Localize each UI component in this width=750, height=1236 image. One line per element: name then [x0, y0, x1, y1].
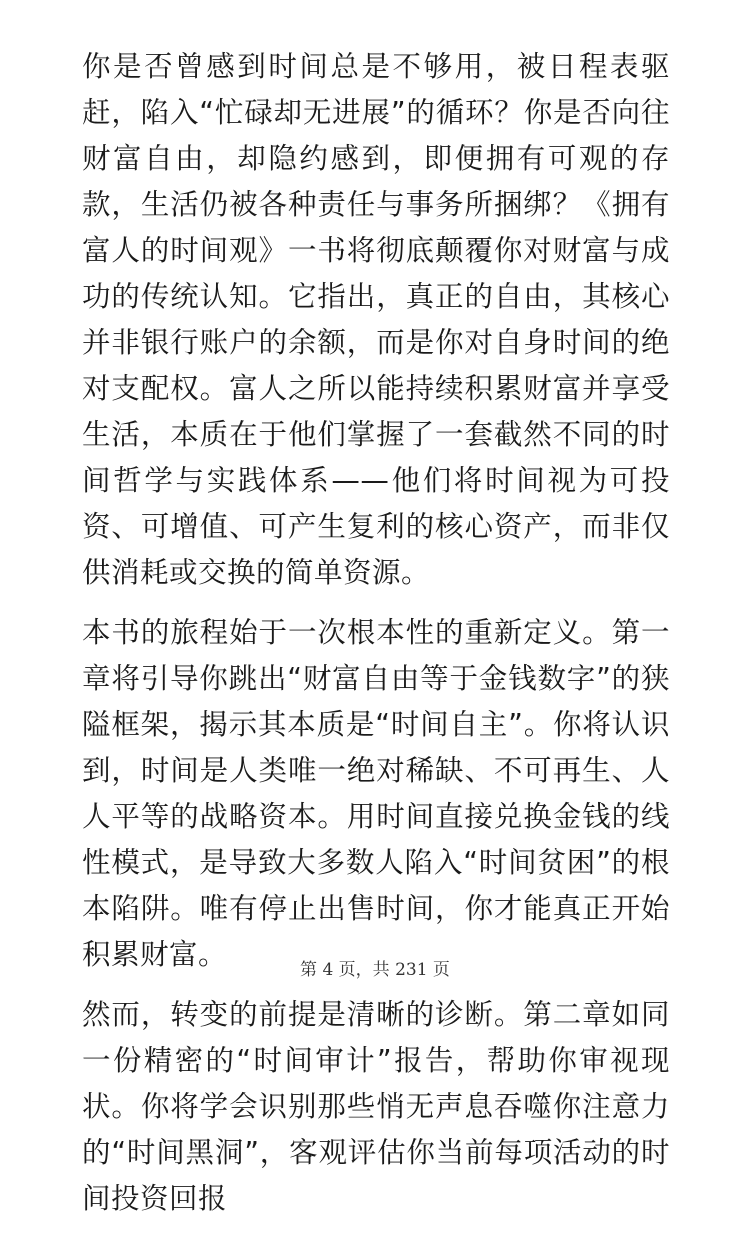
page-number-footer: 第 4 页，共 231 页 — [300, 960, 450, 980]
paragraph-chapter-two: 然而，转变的前提是清晰的诊断。第二章如同一份精密的“时间审计”报告，帮助你审视现状。你将学会识别那些悄无声息吞噬你注意力的“时间黑洞”，客观评估你当前每项活动的时间投资回报 — [82, 998, 670, 1215]
paragraph-intro: 你是否曾感到时间总是不够用，被日程表驱赶，陷入“忙碌却无进展”的循环？你是否向往财富自由，却隐约感到，即便拥有可观的存款，生活仍被各种责任与事务所捆绑？《拥有富人的时间观》一书将彻底颠覆你对财富与成功的传统认知。它指出，真正的自由，其核心并非银行账户的余额，而是你对自身时间的绝对支配权。富人之所以能持续积累财富并享受生活，本质在于他们掌握了一套截然不同的时间哲学与实践体系——他们将时间视为可投资、可增值、可产生复利的核心资产，而非仅供消耗或交换的简单资源。 — [82, 50, 670, 589]
document-page — [82, 44, 670, 1236]
paragraph-chapter-one: 本书的旅程始于一次根本性的重新定义。第一章将引导你跳出“财富自由等于金钱数字”的狭隘框架，揭示其本质是“时间自主”。你将认识到，时间是人类唯一绝对稀缺、不可再生、人人平等的战略资本。用时间直接兑换金钱的线性模式，是导致大多数人陷入“时间贫困”的根本陷阱。唯有停止出售时间，你才能真正开始积累财富。 — [82, 616, 670, 971]
